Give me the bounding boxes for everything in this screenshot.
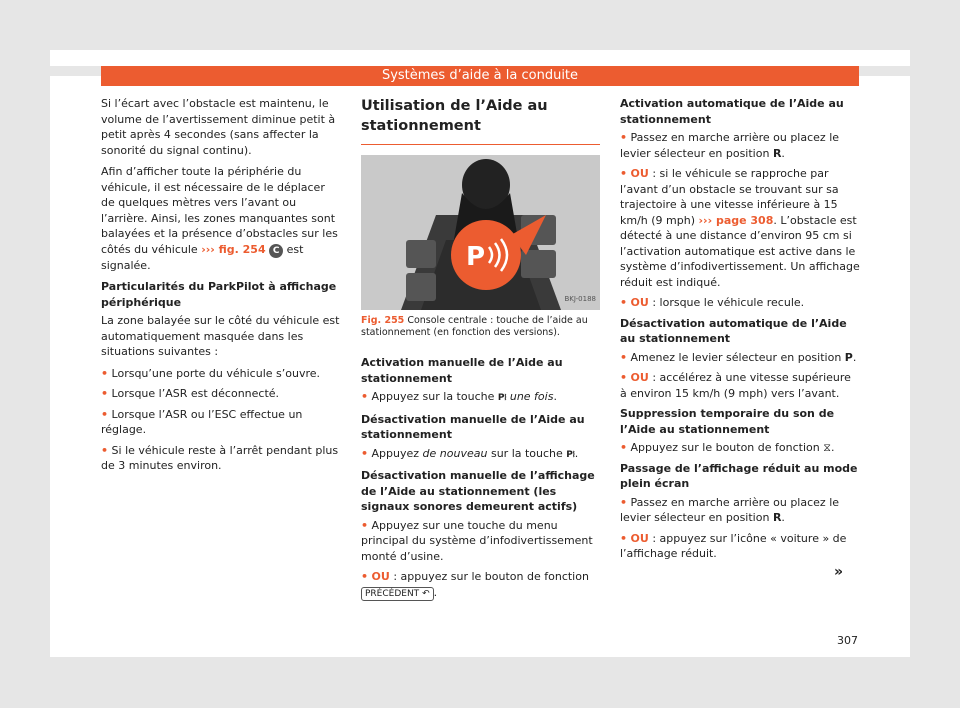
bullet-icon: • <box>361 390 369 403</box>
section-heading: Suppression temporaire du son de l’Aide au stationnement <box>620 407 835 436</box>
continued-marker: » <box>834 564 844 580</box>
list-item: • OU : si le véhicule se rapproche par l’avant d’un obstacle se trouvant sur sa trajectoire à une vitesse inférieure à 15 km/h (9 mph) ››› page 308. L’obstacle est détecté à une distance d’environ 95 cm si l’activation automatique est active dans le système d’infodivertissement. Un affichage réduit est indiqué. <box>620 167 860 289</box>
page-link[interactable]: ››› page 308 <box>698 213 774 227</box>
page-header: Systèmes d’aide à la conduite <box>101 66 859 86</box>
section-heading: Désactivation manuelle de l’Aide au stationnement <box>361 412 585 441</box>
bullet-icon: • <box>101 387 109 400</box>
bullet-icon: • <box>361 518 369 532</box>
paragraph: Si l’écart avec l’obstacle est maintenu, le volume de l’avertissement diminue petit à petit après 4 secondes (sans affecter la sonorité du signal continu). <box>101 97 336 157</box>
section-heading: Désactivation manuelle de l’affichage de l’Aide au stationnement (les signaux sonores demeurent actifs) <box>361 469 595 513</box>
section-heading: Activation automatique de l’Aide au stationnement <box>620 97 844 126</box>
bullet-icon: • <box>101 407 109 421</box>
list-item: • Lorsque l’ASR est déconnecté. <box>101 387 280 400</box>
bullet-icon: • <box>620 531 628 545</box>
callout-circle: C <box>269 244 283 258</box>
list-item: • Appuyez sur une touche du menu principal du système d’infodivertissement monté d’usine. <box>361 518 593 563</box>
list-item: • Appuyez de nouveau sur la touche P⧘. <box>361 446 579 460</box>
bullet-icon: • <box>620 131 628 144</box>
mute-icon: ⧖ <box>823 441 831 454</box>
column-2 <box>361 96 600 606</box>
park-assist-icon: P⧘ <box>497 393 507 403</box>
return-arrow-icon: ↶ <box>422 588 430 599</box>
paragraph: La zone balayée sur le côté du véhicule est automatiquement masquée dans les situations suivantes : <box>101 314 340 358</box>
park-assist-icon: P⧘ <box>566 449 575 460</box>
page-number: 307 <box>837 634 858 647</box>
bullet-icon: • <box>620 350 628 364</box>
bullet-icon: • <box>620 167 628 180</box>
figure-caption: Fig. 255 Console centrale : touche de l’aide au stationnement (en fonction des versions). <box>361 315 588 338</box>
list-item: • Appuyez sur la touche P⧘ une fois. <box>361 390 557 403</box>
svg-text:P: P <box>466 242 486 272</box>
section-heading: Activation manuelle de l’Aide au stationnement <box>361 356 563 385</box>
console-illustration <box>361 155 600 310</box>
column-3 <box>620 96 860 567</box>
section-heading: Passage de l’affichage réduit au mode plein écran <box>620 461 858 490</box>
bullet-icon: • <box>361 446 369 460</box>
figure-code: BKJ-0188 <box>564 294 596 303</box>
list-item: • Appuyez sur le bouton de fonction ⧖. <box>620 441 835 454</box>
column-1 <box>101 96 340 479</box>
list-item: • Si le véhicule reste à l’arrêt pendant plus de 3 minutes environ. <box>101 443 339 472</box>
bullet-icon: • <box>101 366 109 380</box>
list-item: • OU : lorsque le véhicule recule. <box>620 296 805 309</box>
paragraph: Afin d’afficher toute la périphérie du véhicule, il est nécessaire de le déplacer de quelques mètres vers l’avant ou l’arrière. Ainsi, les zones manquantes sont balayées et la présence d’obstacles sur les côtés du véhicule ››› fig. 254 C est signalée. <box>101 165 338 272</box>
list-item: • Lorsque l’ASR ou l’ESC effectue un réglage. <box>101 407 303 436</box>
list-item: • Passez en marche arrière ou placez le levier sélecteur en position R. <box>620 131 840 160</box>
bullet-icon: • <box>101 443 109 457</box>
section-heading: Désactivation automatique de l’Aide au stationnement <box>620 316 847 345</box>
figure-link[interactable]: ››› fig. 254 <box>201 242 266 256</box>
bullet-icon: • <box>620 441 628 454</box>
list-item: • OU : accélérez à une vitesse supérieure à environ 15 km/h (9 mph) vers l’avant. <box>620 371 851 400</box>
bullet-icon: • <box>620 495 628 509</box>
list-item: • Passez en marche arrière ou placez le levier sélecteur en position R. <box>620 495 840 524</box>
back-button: PRÉCÉDENT ↶ <box>361 587 434 601</box>
list-item: • Lorsqu’une porte du véhicule s’ouvre. <box>101 366 320 380</box>
figure-console-image <box>361 155 600 310</box>
section-heading: Particularités du ParkPilot à affichage périphérique <box>101 280 337 309</box>
section-title: Utilisation de l’Aide au stationnement <box>361 96 600 145</box>
list-item: • OU : appuyez sur le bouton de fonction PRÉCÉDENT ↶ . <box>361 570 589 599</box>
bullet-icon: • <box>620 371 628 384</box>
list-item: • OU : appuyez sur l’icône « voiture » de l’affichage réduit. <box>620 531 847 560</box>
list-item: • Amenez le levier sélecteur en position P. <box>620 350 857 364</box>
bullet-icon: • <box>620 296 628 309</box>
bullet-icon: • <box>361 570 369 583</box>
